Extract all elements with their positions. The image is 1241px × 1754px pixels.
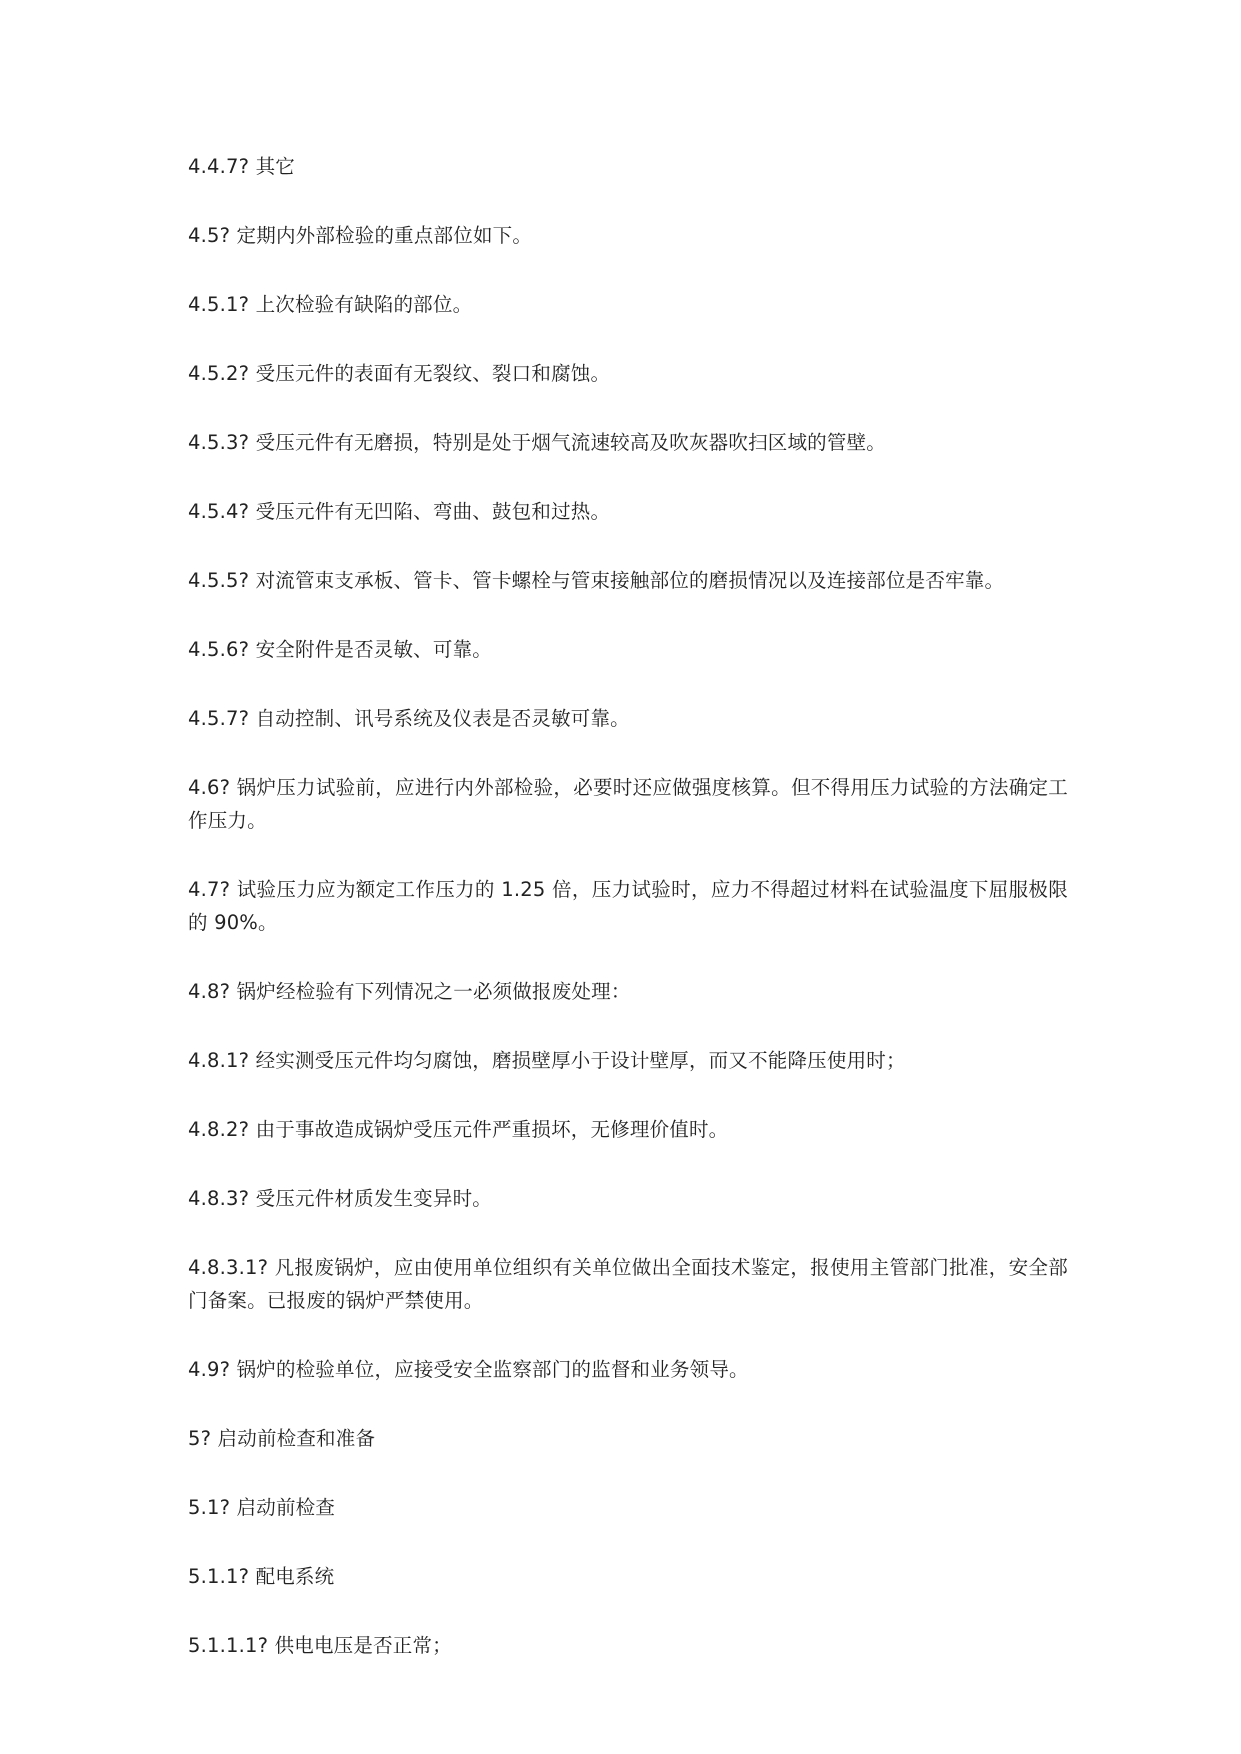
paragraph-4-5: 4.5? 定期内外部检验的重点部位如下。 xyxy=(188,224,533,247)
paragraph-4-5-4: 4.5.4? 受压元件有无凹陷、弯曲、鼓包和过热。 xyxy=(188,500,611,523)
paragraph-4-8-1: 4.8.1? 经实测受压元件均匀腐蚀，磨损壁厚小于设计壁厚，而又不能降压使用时； xyxy=(188,1049,906,1072)
paragraph-5-1-1-1: 5.1.1.1? 供电电压是否正常； xyxy=(188,1634,452,1657)
paragraph-4-5-5: 4.5.5? 对流管束支承板、管卡、管卡螺栓与管束接触部位的磨损情况以及连接部位是否牢靠。 xyxy=(188,569,1005,592)
section-heading-5-1: 5.1? 启动前检查 xyxy=(188,1496,336,1519)
paragraph-4-9: 4.9? 锅炉的检验单位，应接受安全监察部门的监督和业务领导。 xyxy=(188,1358,749,1381)
paragraph-4-8-3-1: 4.8.3.1? 凡报废锅炉，应由使用单位组织有关单位做出全面技术鉴定，报使用主管部门批准，安全部门备案。已报废的锅炉严禁使用。 xyxy=(188,1256,1068,1312)
paragraph-4-6: 4.6? 锅炉压力试验前，应进行内外部检验，必要时还应做强度核算。但不得用压力试验的方法确定工作压力。 xyxy=(188,776,1068,832)
paragraph-4-5-2: 4.5.2? 受压元件的表面有无裂纹、裂口和腐蚀。 xyxy=(188,362,611,385)
section-heading-5-1-1: 5.1.1? 配电系统 xyxy=(188,1565,335,1588)
paragraph-4-7: 4.7? 试验压力应为额定工作压力的 1.25 倍，压力试验时，应力不得超过材料在试验温度下屈服极限的 90%。 xyxy=(188,878,1068,934)
paragraph-4-5-6: 4.5.6? 安全附件是否灵敏、可靠。 xyxy=(188,638,492,661)
section-heading-5: 5? 启动前检查和准备 xyxy=(188,1427,376,1450)
paragraph-4-5-1: 4.5.1? 上次检验有缺陷的部位。 xyxy=(188,293,473,316)
paragraph-4-8-2: 4.8.2? 由于事故造成锅炉受压元件严重损坏，无修理价值时。 xyxy=(188,1118,729,1141)
paragraph-4-5-7: 4.5.7? 自动控制、讯号系统及仪表是否灵敏可靠。 xyxy=(188,707,630,730)
paragraph-4-4-7: 4.4.7? 其它 xyxy=(188,155,295,178)
paragraph-4-8-3: 4.8.3? 受压元件材质发生变异时。 xyxy=(188,1187,492,1210)
paragraph-4-5-3: 4.5.3? 受压元件有无磨损，特别是处于烟气流速较高及吹灰器吹扫区域的管壁。 xyxy=(188,431,886,454)
document-body xyxy=(188,150,1068,1698)
paragraph-4-8: 4.8? 锅炉经检验有下列情况之一必须做报废处理： xyxy=(188,980,631,1003)
